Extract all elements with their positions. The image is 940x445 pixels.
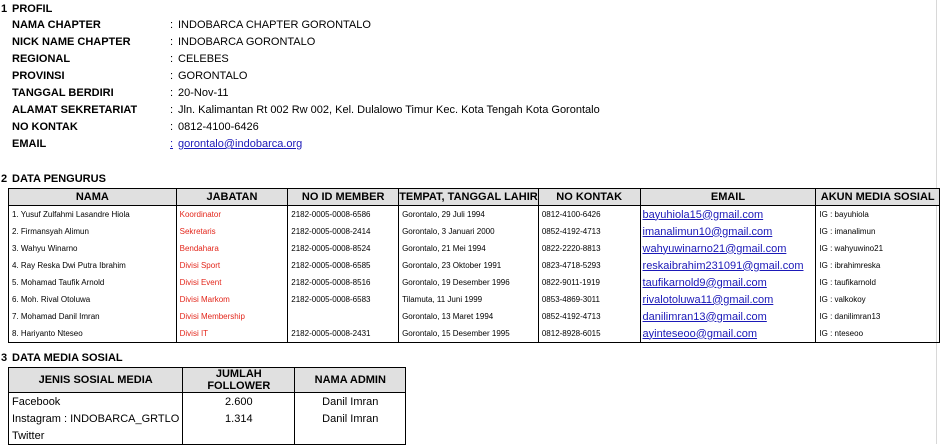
cell-id[interactable]: 2182-0005-0008-2431: [288, 325, 399, 343]
profil-colon: :: [170, 121, 174, 133]
cell-ttl[interactable]: Gorontalo, 19 Desember 1996: [399, 274, 539, 291]
cell-ttl[interactable]: Gorontalo, 23 Oktober 1991: [399, 257, 539, 274]
profil-value[interactable]: 0812-4100-6426: [178, 121, 259, 133]
cell-id[interactable]: 2182-0005-0008-8516: [288, 274, 399, 291]
profil-colon: :: [170, 19, 174, 31]
cell-nama[interactable]: 3. Wahyu Winarno: [9, 240, 177, 257]
cell-jabatan[interactable]: Divisi Sport: [176, 257, 288, 274]
profil-value[interactable]: GORONTALO: [178, 70, 248, 82]
cell-ttl[interactable]: Gorontalo, 15 Desember 1995: [399, 325, 539, 343]
cell-akun[interactable]: IG : danilimran13: [816, 308, 940, 325]
cell-follower[interactable]: 2.600: [183, 393, 295, 411]
cell-id[interactable]: 2182-0005-0008-8524: [288, 240, 399, 257]
cell-admin[interactable]: [295, 427, 406, 445]
cell-nama[interactable]: 1. Yusuf Zulfahmi Lasandre Hiola: [9, 206, 177, 224]
section-title-pengurus: DATA PENGURUS: [12, 173, 106, 185]
profil-label: NICK NAME CHAPTER: [12, 36, 131, 48]
chapter-email-link[interactable]: gorontalo@indobarca.org: [178, 138, 303, 150]
column-header: JENIS SOSIAL MEDIA: [9, 368, 183, 393]
profil-label: ALAMAT SEKRETARIAT: [12, 104, 138, 116]
profil-label: REGIONAL: [12, 53, 71, 65]
cell-ttl[interactable]: Gorontalo, 21 Mei 1994: [399, 240, 539, 257]
section-number: 3: [1, 352, 8, 364]
profil-label: NO KONTAK: [12, 121, 78, 133]
cell-jenis[interactable]: Instagram : INDOBARCA_GRTLO: [9, 410, 183, 427]
cell-jabatan[interactable]: Koordinator: [176, 206, 288, 224]
cell-follower[interactable]: 1.314: [183, 410, 295, 427]
cell-kontak[interactable]: 0812-8928-6015: [538, 325, 640, 343]
profil-value[interactable]: 20-Nov-11: [178, 87, 229, 99]
cell-nama[interactable]: 4. Ray Reska Dwi Putra Ibrahim: [9, 257, 177, 274]
profil-colon: :: [170, 53, 174, 65]
cell-email-link[interactable]: bayuhiola15@gmail.com: [640, 206, 816, 224]
profil-value[interactable]: INDOBARCA CHAPTER GORONTALO: [178, 19, 371, 31]
cell-nama[interactable]: 5. Mohamad Taufik Arnold: [9, 274, 177, 291]
profil-label: PROVINSI: [12, 70, 65, 82]
cell-kontak[interactable]: 0852-4192-4713: [538, 308, 640, 325]
cell-email-link[interactable]: wahyuwinarno21@gmail.com: [640, 240, 816, 257]
table-row: [9, 240, 940, 257]
cell-id[interactable]: 2182-0005-0008-6586: [288, 206, 399, 224]
cell-jabatan[interactable]: Divisi Markom: [176, 291, 288, 308]
cell-akun[interactable]: IG : nteseoo: [816, 325, 940, 343]
profil-colon: :: [170, 70, 174, 82]
table-row: [9, 257, 940, 274]
profil-colon: :: [170, 36, 174, 48]
cell-akun[interactable]: IG : imanalimun: [816, 223, 940, 240]
column-header: NAMA: [9, 189, 177, 206]
cell-id[interactable]: 2182-0005-0008-6583: [288, 291, 399, 308]
cell-email-link[interactable]: taufikarnold9@gmail.com: [640, 274, 816, 291]
section-number: 1: [1, 3, 8, 15]
cell-nama[interactable]: 8. Hariyanto Nteseo: [9, 325, 177, 343]
table-row: [9, 291, 940, 308]
cell-id[interactable]: 2182-0005-0008-2414: [288, 223, 399, 240]
table-row: [9, 427, 406, 445]
section-number: 2: [1, 173, 8, 185]
cell-email-link[interactable]: ayinteseoo@gmail.com: [640, 325, 816, 343]
cell-jabatan[interactable]: Bendahara: [176, 240, 288, 257]
cell-akun[interactable]: IG : bayuhiola: [816, 206, 940, 224]
column-header: JABATAN: [176, 189, 288, 206]
cell-jenis[interactable]: Facebook: [9, 393, 183, 411]
cell-email-link[interactable]: danilimran13@gmail.com: [640, 308, 816, 325]
cell-kontak[interactable]: 0822-9011-1919: [538, 274, 640, 291]
profil-label: NAMA CHAPTER: [12, 19, 101, 31]
section-title-profil: PROFIL: [12, 3, 53, 15]
table-row: [9, 223, 940, 240]
column-header: NO ID MEMBER: [288, 189, 399, 206]
cell-ttl[interactable]: Gorontalo, 13 Maret 1994: [399, 308, 539, 325]
cell-kontak[interactable]: 0812-4100-6426: [538, 206, 640, 224]
cell-akun[interactable]: IG : valkokoy: [816, 291, 940, 308]
cell-jabatan[interactable]: Divisi IT: [176, 325, 288, 343]
table-row: [9, 410, 406, 427]
column-header: AKUN MEDIA SOSIAL: [816, 189, 940, 206]
cell-nama[interactable]: 2. Firmansyah Alimun: [9, 223, 177, 240]
profil-label: TANGGAL BERDIRI: [12, 87, 114, 99]
table-header-row: [9, 189, 940, 206]
profil-label: EMAIL: [12, 138, 47, 150]
media-table: [8, 367, 406, 445]
profil-value[interactable]: CELEBES: [178, 53, 229, 65]
profil-value[interactable]: Jln. Kalimantan Rt 002 Rw 002, Kel. Dulalowo Timur Kec. Kota Tengah Kota Gorontalo: [178, 104, 600, 116]
column-header: JUMLAH FOLLOWER: [183, 368, 295, 393]
cell-email-link[interactable]: rivalotoluwa11@gmail.com: [640, 291, 816, 308]
cell-akun[interactable]: IG : wahyuwino21: [816, 240, 940, 257]
cell-jabatan[interactable]: Sekretaris: [176, 223, 288, 240]
cell-kontak[interactable]: 0852-4192-4713: [538, 223, 640, 240]
cell-admin[interactable]: Danil Imran: [295, 410, 406, 427]
cell-id[interactable]: 2182-0005-0008-6585: [288, 257, 399, 274]
cell-jabatan[interactable]: Divisi Membership: [176, 308, 288, 325]
table-row: [9, 274, 940, 291]
cell-jenis[interactable]: Twitter: [9, 427, 183, 445]
table-header-row: [9, 368, 406, 393]
cell-nama[interactable]: 7. Mohamad Danil Imran: [9, 308, 177, 325]
cell-follower[interactable]: [183, 427, 295, 445]
cell-ttl[interactable]: Gorontalo, 3 Januari 2000: [399, 223, 539, 240]
column-header: TEMPAT, TANGGAL LAHIR: [399, 189, 539, 206]
cell-akun[interactable]: IG : taufikarnold: [816, 274, 940, 291]
cell-ttl[interactable]: Tilamuta, 11 Juni 1999: [399, 291, 539, 308]
profil-colon: :: [170, 138, 174, 150]
profil-value[interactable]: INDOBARCA GORONTALO: [178, 36, 316, 48]
cell-email-link[interactable]: imanalimun10@gmail.com: [640, 223, 816, 240]
cell-kontak[interactable]: 0822-2220-8813: [538, 240, 640, 257]
profil-colon: :: [170, 104, 174, 116]
column-header: EMAIL: [640, 189, 816, 206]
table-row: [9, 325, 940, 343]
section-title-media: DATA MEDIA SOSIAL: [12, 352, 123, 364]
cell-jabatan[interactable]: Divisi Event: [176, 274, 288, 291]
table-row: [9, 308, 940, 325]
cell-ttl[interactable]: Gorontalo, 29 Juli 1994: [399, 206, 539, 224]
pengurus-table: [8, 188, 940, 343]
cell-id[interactable]: [288, 308, 399, 325]
cell-nama[interactable]: 6. Moh. Rival Otoluwa: [9, 291, 177, 308]
cell-kontak[interactable]: 0823-4718-5293: [538, 257, 640, 274]
profil-colon: :: [170, 87, 174, 99]
cell-kontak[interactable]: 0853-4869-3011: [538, 291, 640, 308]
cell-admin[interactable]: Danil Imran: [295, 393, 406, 411]
cell-akun[interactable]: IG : ibrahimreska: [816, 257, 940, 274]
column-header: NO KONTAK: [538, 189, 640, 206]
column-header: NAMA ADMIN: [295, 368, 406, 393]
table-row: [9, 393, 406, 411]
cell-email-link[interactable]: reskaibrahim231091@gmail.com: [640, 257, 816, 274]
table-row: [9, 206, 940, 224]
